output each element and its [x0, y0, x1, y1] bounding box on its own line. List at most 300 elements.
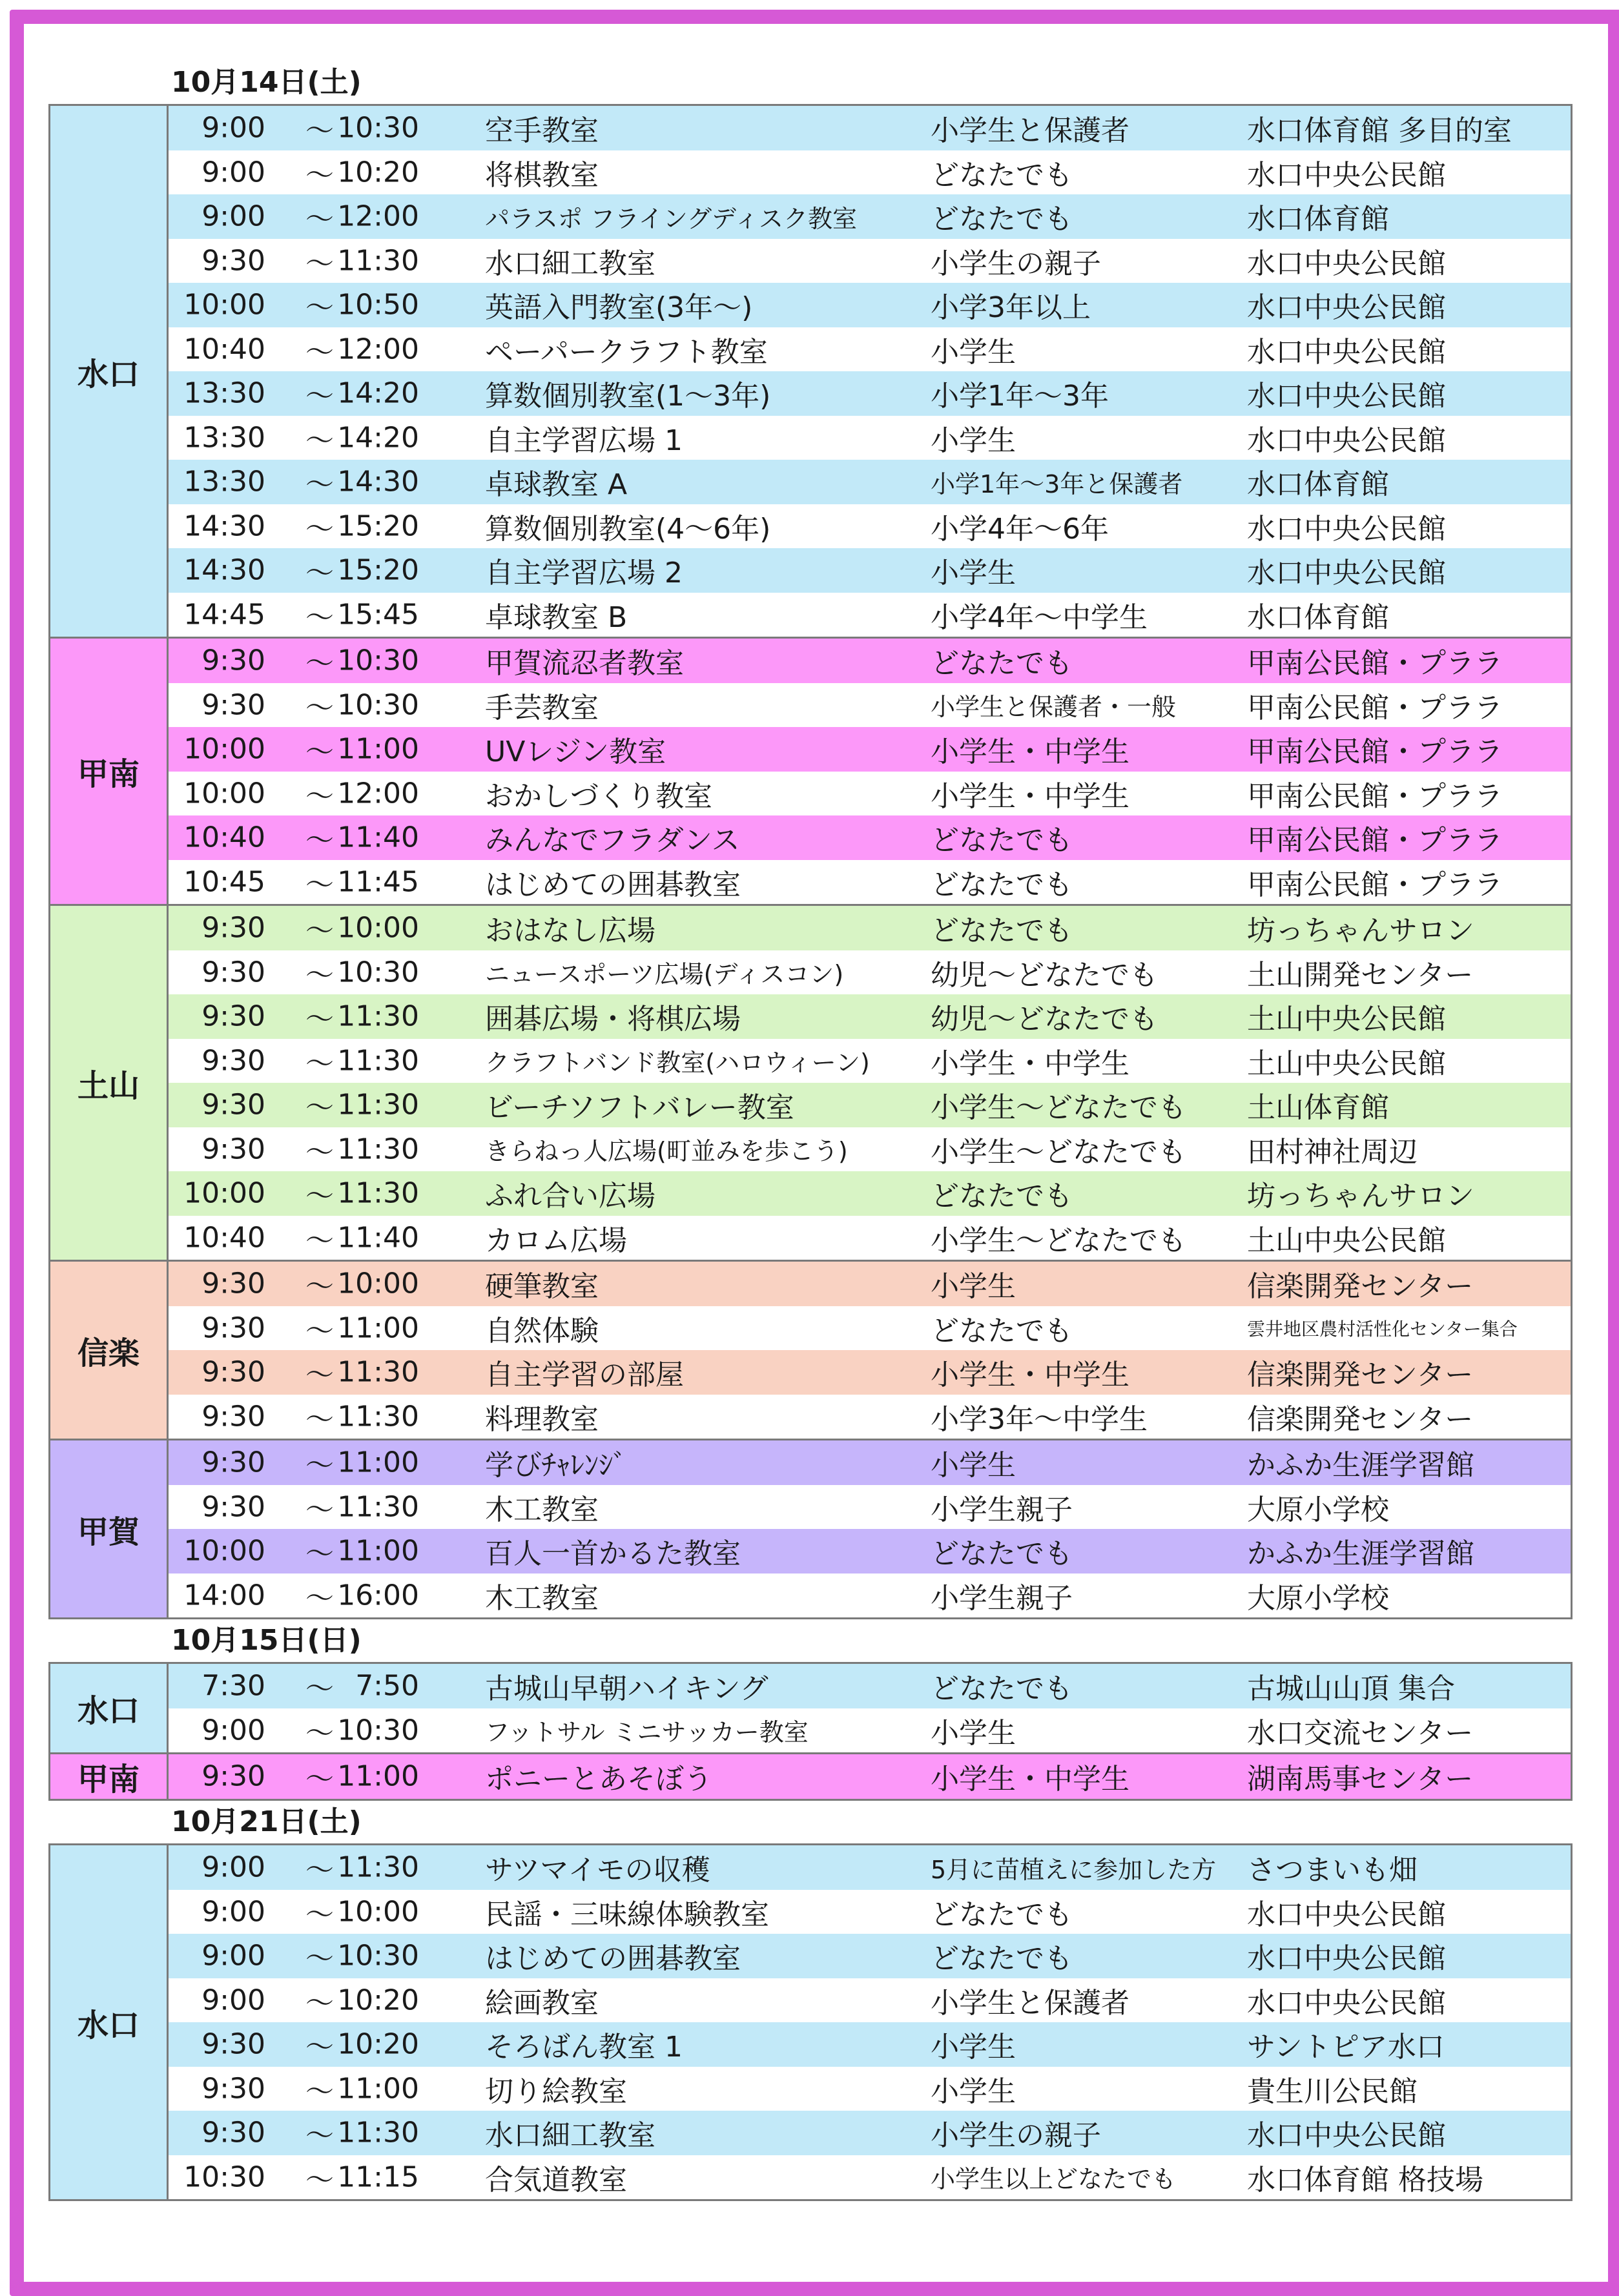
- event-name: 算数個別教室(4～6年): [485, 512, 771, 546]
- schedule-table: [48, 1843, 1573, 2201]
- target-audience: 小学生: [931, 424, 1016, 457]
- venue: 水口中央公民館: [1247, 1986, 1446, 2020]
- table-row: [169, 1978, 1571, 2023]
- time-separator: ～: [305, 512, 334, 546]
- time-separator: ～: [305, 1672, 334, 1706]
- venue: 水口中央公民館: [1247, 158, 1446, 192]
- table-row: [169, 1171, 1571, 1216]
- target-audience: どなたでも: [931, 1672, 1073, 1706]
- time-separator: ～: [305, 914, 334, 948]
- time-cell: [169, 1395, 459, 1439]
- start-time: 9:30: [201, 644, 265, 677]
- time-cell: [169, 504, 459, 549]
- venue: かふか生涯学習館: [1247, 1449, 1474, 1482]
- target-audience: どなたでも: [931, 158, 1073, 192]
- time-cell: [169, 1890, 459, 1934]
- end-time: 15:20: [337, 553, 419, 587]
- target-audience: 小学生・中学生: [931, 1358, 1129, 1392]
- event-name: フットサル ミニサッカー教室: [485, 1718, 809, 1747]
- start-time: 14:30: [183, 553, 265, 587]
- time-cell: [169, 416, 459, 460]
- target-audience: 小学生と保護者: [931, 1986, 1129, 2020]
- time-separator: ～: [305, 1537, 334, 1571]
- target-audience: 小学生: [931, 1716, 1016, 1750]
- event-name: 切り絵教室: [485, 2075, 627, 2108]
- start-time: 10:40: [183, 333, 265, 366]
- time-cell: [169, 460, 459, 504]
- target-audience: 小学生: [931, 335, 1016, 369]
- end-time: 11:00: [337, 1759, 419, 1793]
- time-cell: [169, 548, 459, 593]
- time-separator: ～: [305, 958, 334, 992]
- table-row: [169, 1529, 1571, 1573]
- time-separator: ～: [305, 1224, 334, 1257]
- event-name: はじめての囲碁教室: [485, 1942, 741, 1976]
- time-cell: [169, 815, 459, 860]
- end-time: 11:30: [337, 1176, 419, 1210]
- venue: 大原小学校: [1247, 1581, 1389, 1615]
- event-name: サツマイモの収穫: [485, 1854, 710, 1887]
- table-row: [169, 106, 1571, 150]
- venue: 土山中央公民館: [1247, 1047, 1446, 1080]
- venue: 水口体育館: [1247, 203, 1389, 236]
- target-audience: 幼児～どなたでも: [931, 958, 1158, 992]
- end-time: 11:30: [337, 2116, 419, 2149]
- venue: 水口中央公民館: [1247, 1898, 1446, 1931]
- target-audience: 小学生: [931, 1449, 1016, 1482]
- start-time: 9:30: [201, 1133, 265, 1166]
- time-cell: [169, 906, 459, 950]
- time-cell: [169, 683, 459, 728]
- time-separator: ～: [305, 1047, 334, 1080]
- target-audience: どなたでも: [931, 868, 1073, 901]
- area-group: [50, 1262, 1571, 1440]
- event-name: 水口細工教室: [485, 247, 655, 280]
- time-cell: [169, 371, 459, 416]
- event-name: 囲碁広場・将棋広場: [485, 1003, 741, 1036]
- venue: 水口中央公民館: [1247, 512, 1446, 546]
- event-name: 料理教室: [485, 1402, 599, 1436]
- table-row: [169, 1083, 1571, 1127]
- end-time: 10:30: [337, 956, 419, 989]
- start-time: 9:00: [201, 1714, 265, 1747]
- target-audience: どなたでも: [931, 1314, 1073, 1348]
- venue: 甲南公民館・プララ: [1247, 779, 1503, 813]
- event-name: 百人一首かるた教室: [485, 1537, 741, 1571]
- time-separator: ～: [305, 735, 334, 769]
- target-audience: 5月に苗植えに参加した方: [931, 1855, 1217, 1884]
- time-separator: ～: [305, 2119, 334, 2153]
- area-label: 甲南: [50, 639, 169, 904]
- event-name: 自主学習広場 2: [485, 557, 683, 590]
- end-time: 10:00: [337, 1267, 419, 1300]
- venue: 水口中央公民館: [1247, 335, 1446, 369]
- event-name: 卓球教室 B: [485, 600, 628, 634]
- time-cell: [169, 1127, 459, 1172]
- venue: 水口中央公民館: [1247, 424, 1446, 457]
- event-name: 甲賀流忍者教室: [485, 647, 684, 681]
- time-cell: [169, 639, 459, 683]
- time-separator: ～: [305, 114, 334, 148]
- venue: 信楽開発センター: [1247, 1402, 1474, 1436]
- date-heading: 10月21日(土): [171, 1805, 362, 1838]
- area-group: [50, 906, 1571, 1262]
- start-time: 9:30: [201, 2027, 265, 2061]
- target-audience: 小学生の親子: [931, 247, 1101, 280]
- end-time: 10:30: [337, 688, 419, 722]
- target-audience: 小学生・中学生: [931, 779, 1129, 813]
- end-time: 14:30: [337, 465, 419, 498]
- schedule-table: [48, 104, 1573, 1619]
- target-audience: どなたでも: [931, 824, 1073, 857]
- event-name: 学びﾁｬﾚﾝｼﾞ: [485, 1449, 627, 1482]
- target-audience: 小学生と保護者: [931, 114, 1129, 148]
- area-group: [50, 1664, 1571, 1754]
- time-cell: [169, 194, 459, 239]
- venue: 甲南公民館・プララ: [1247, 735, 1503, 769]
- venue: 土山開発センター: [1247, 958, 1474, 992]
- time-separator: ～: [305, 600, 334, 634]
- venue: 坊っちゃんサロン: [1247, 1180, 1474, 1213]
- venue: 水口中央公民館: [1247, 1942, 1446, 1976]
- end-time: 11:30: [337, 1400, 419, 1433]
- event-name: 絵画教室: [485, 1986, 599, 2020]
- end-time: 12:00: [337, 200, 419, 233]
- table-row: [169, 1216, 1571, 1260]
- end-time: 10:30: [337, 1714, 419, 1747]
- event-name: カロム広場: [485, 1224, 627, 1257]
- time-cell: [169, 1216, 459, 1260]
- end-time: 11:30: [337, 1088, 419, 1122]
- venue: 土山体育館: [1247, 1091, 1389, 1125]
- start-time: 9:30: [201, 1355, 265, 1389]
- time-cell: [169, 1306, 459, 1351]
- table-row: [169, 1440, 1571, 1485]
- start-time: 13:30: [183, 376, 265, 410]
- target-audience: 小学生の親子: [931, 2119, 1101, 2153]
- target-audience: 小学3年以上: [931, 291, 1091, 325]
- target-audience: 小学生親子: [931, 1581, 1073, 1615]
- start-time: 9:30: [201, 1267, 265, 1300]
- start-time: 9:00: [201, 1983, 265, 2017]
- event-name: 自然体験: [485, 1314, 599, 1348]
- time-cell: [169, 1754, 459, 1799]
- table-row: [169, 327, 1571, 372]
- area-label: 水口: [50, 106, 169, 637]
- area-label: 甲南: [50, 1754, 169, 1799]
- time-separator: ～: [305, 158, 334, 192]
- start-time: 9:00: [201, 1939, 265, 1973]
- start-time: 9:00: [201, 111, 265, 145]
- table-row: [169, 2111, 1571, 2155]
- table-row: [169, 1485, 1571, 1530]
- target-audience: 小学生以上どなたでも: [931, 2165, 1177, 2194]
- end-time: 10:30: [337, 1939, 419, 1973]
- time-cell: [169, 1039, 459, 1083]
- end-time: 11:30: [337, 1133, 419, 1166]
- event-name: 民謡・三味線体験教室: [485, 1898, 769, 1931]
- start-time: 13:30: [183, 465, 265, 498]
- event-name: ペーパークラフト教室: [485, 335, 768, 369]
- time-separator: ～: [305, 647, 334, 681]
- start-time: 9:30: [201, 1088, 265, 1122]
- target-audience: 小学生: [931, 1270, 1016, 1304]
- end-time: 10:20: [337, 156, 419, 189]
- start-time: 9:30: [201, 2116, 265, 2149]
- table-row: [169, 283, 1571, 327]
- time-separator: ～: [305, 1493, 334, 1526]
- venue: 雲井地区農村活性化センター集合: [1247, 1318, 1518, 1340]
- time-separator: ～: [305, 1135, 334, 1169]
- event-name: ポニーとあそぼう: [485, 1763, 712, 1796]
- end-time: 14:20: [337, 376, 419, 410]
- venue: 水口中央公民館: [1247, 557, 1446, 590]
- time-separator: ～: [305, 1986, 334, 2020]
- table-row: [169, 416, 1571, 460]
- start-time: 14:00: [183, 1579, 265, 1612]
- start-time: 14:30: [183, 509, 265, 543]
- time-separator: ～: [305, 468, 334, 502]
- time-cell: [169, 950, 459, 995]
- time-cell: [169, 2022, 459, 2067]
- area-group: [50, 639, 1571, 906]
- table-row: [169, 950, 1571, 995]
- event-name: きらねっ人広場(町並みを歩こう): [485, 1137, 848, 1166]
- table-row: [169, 548, 1571, 593]
- event-name: UVレジン教室: [485, 735, 666, 769]
- table-row: [169, 1708, 1571, 1753]
- start-time: 10:40: [183, 821, 265, 854]
- start-time: 9:30: [201, 2072, 265, 2106]
- event-name: 算数個別教室(1～3年): [485, 380, 771, 413]
- area-group: [50, 1845, 1571, 2199]
- venue: 信楽開発センター: [1247, 1270, 1474, 1304]
- time-separator: ～: [305, 557, 334, 590]
- time-separator: ～: [305, 824, 334, 857]
- time-separator: ～: [305, 779, 334, 813]
- start-time: 9:30: [201, 999, 265, 1033]
- venue: 水口中央公民館: [1247, 247, 1446, 280]
- time-cell: [169, 239, 459, 283]
- target-audience: 小学生～どなたでも: [931, 1224, 1186, 1257]
- table-row: [169, 727, 1571, 772]
- target-audience: 小学生・中学生: [931, 1047, 1129, 1080]
- venue: 坊っちゃんサロン: [1247, 914, 1474, 948]
- event-name: みんなでフラダンス: [485, 824, 740, 857]
- time-separator: ～: [305, 380, 334, 413]
- table-row: [169, 860, 1571, 905]
- target-audience: 幼児～どなたでも: [931, 1003, 1158, 1036]
- venue: 田村神社周辺: [1247, 1135, 1418, 1169]
- event-name: 木工教室: [485, 1493, 599, 1526]
- venue: 水口体育館: [1247, 468, 1389, 502]
- target-audience: 小学生: [931, 2031, 1016, 2064]
- area-label: 水口: [50, 1664, 169, 1752]
- end-time: 14:20: [337, 421, 419, 455]
- area-label: 甲賀: [50, 1440, 169, 1617]
- time-cell: [169, 994, 459, 1039]
- time-cell: [169, 727, 459, 772]
- time-cell: [169, 106, 459, 150]
- venue: 甲南公民館・プララ: [1247, 691, 1503, 724]
- start-time: 13:30: [183, 421, 265, 455]
- table-row: [169, 1573, 1571, 1618]
- area-label: 土山: [50, 906, 169, 1260]
- time-separator: ～: [305, 291, 334, 325]
- venue: 甲南公民館・プララ: [1247, 647, 1503, 681]
- time-cell: [169, 1440, 459, 1485]
- event-name: 手芸教室: [485, 691, 599, 724]
- start-time: 7:30: [201, 1669, 265, 1703]
- time-separator: ～: [305, 2075, 334, 2108]
- venue: 甲南公民館・プララ: [1247, 868, 1503, 901]
- time-separator: ～: [305, 2163, 334, 2197]
- time-cell: [169, 1485, 459, 1530]
- end-time: 11:00: [337, 2072, 419, 2106]
- venue: 水口中央公民館: [1247, 380, 1446, 413]
- target-audience: 小学生～どなたでも: [931, 1091, 1186, 1125]
- time-cell: [169, 2155, 459, 2200]
- start-time: 10:00: [183, 777, 265, 810]
- end-time: 11:00: [337, 732, 419, 766]
- end-time: 10:20: [337, 2027, 419, 2061]
- venue: 水口中央公民館: [1247, 291, 1446, 325]
- target-audience: 小学生～どなたでも: [931, 1135, 1186, 1169]
- table-row: [169, 504, 1571, 549]
- time-cell: [169, 2067, 459, 2111]
- end-time: 12:00: [337, 333, 419, 366]
- time-separator: ～: [305, 868, 334, 901]
- time-separator: ～: [305, 1449, 334, 1482]
- table-row: [169, 639, 1571, 683]
- venue: 信楽開発センター: [1247, 1358, 1474, 1392]
- venue: 水口体育館 格技場: [1247, 2163, 1483, 2197]
- end-time: 11:45: [337, 865, 419, 899]
- end-time: 10:30: [337, 111, 419, 145]
- start-time: 10:40: [183, 1221, 265, 1255]
- schedule-content: [48, 61, 1573, 2201]
- area-group: [50, 1754, 1571, 1799]
- start-time: 14:45: [183, 598, 265, 631]
- date-heading: 10月14日(土): [171, 66, 362, 99]
- time-cell: [169, 2111, 459, 2155]
- venue: 水口中央公民館: [1247, 2119, 1446, 2153]
- time-separator: ～: [305, 1581, 334, 1615]
- target-audience: どなたでも: [931, 1537, 1073, 1571]
- time-cell: [169, 593, 459, 637]
- end-time: 12:00: [337, 777, 419, 810]
- time-cell: [169, 1573, 459, 1618]
- table-row: [169, 1350, 1571, 1395]
- time-separator: ～: [305, 691, 334, 724]
- start-time: 10:45: [183, 865, 265, 899]
- venue: 水口交流センター: [1247, 1716, 1474, 1750]
- end-time: 11:30: [337, 1044, 419, 1078]
- end-time: 7:50: [355, 1669, 419, 1703]
- table-row: [169, 1754, 1571, 1799]
- start-time: 9:30: [201, 1490, 265, 1524]
- time-separator: ～: [305, 203, 334, 236]
- start-time: 9:30: [201, 1400, 265, 1433]
- end-time: 11:00: [337, 1534, 419, 1568]
- event-name: パラスポ フライングディスク教室: [485, 204, 858, 233]
- venue: 古城山山頂 集合: [1247, 1672, 1455, 1706]
- start-time: 9:30: [201, 956, 265, 989]
- target-audience: 小学生: [931, 557, 1016, 590]
- target-audience: 小学生・中学生: [931, 1763, 1129, 1796]
- start-time: 9:00: [201, 156, 265, 189]
- time-cell: [169, 1845, 459, 1890]
- time-cell: [169, 150, 459, 195]
- venue: 貴生川公民館: [1247, 2075, 1418, 2108]
- table-row: [169, 460, 1571, 504]
- start-time: 9:30: [201, 911, 265, 945]
- target-audience: 小学4年～中学生: [931, 600, 1148, 634]
- area-group: [50, 106, 1571, 639]
- table-row: [169, 2022, 1571, 2067]
- time-cell: [169, 1350, 459, 1395]
- end-time: 11:15: [337, 2160, 419, 2194]
- end-time: 10:00: [337, 911, 419, 945]
- event-name: 木工教室: [485, 1581, 599, 1615]
- venue: 水口体育館: [1247, 600, 1389, 634]
- start-time: 9:30: [201, 244, 265, 278]
- time-separator: ～: [305, 1763, 334, 1796]
- target-audience: 小学生親子: [931, 1493, 1073, 1526]
- venue: 甲南公民館・プララ: [1247, 824, 1503, 857]
- table-row: [169, 1395, 1571, 1439]
- time-cell: [169, 1664, 459, 1708]
- end-time: 11:40: [337, 1221, 419, 1255]
- table-row: [169, 1664, 1571, 1708]
- end-time: 10:20: [337, 1983, 419, 2017]
- venue: さつまいも畑: [1247, 1854, 1418, 1887]
- time-cell: [169, 1262, 459, 1306]
- date-heading: 10月15日(日): [171, 1624, 362, 1657]
- venue: 湖南馬事センター: [1247, 1763, 1474, 1796]
- time-cell: [169, 1978, 459, 2023]
- event-name: そろばん教室 1: [485, 2031, 683, 2064]
- start-time: 9:30: [201, 688, 265, 722]
- event-name: 自主学習広場 1: [485, 424, 683, 457]
- venue: 水口体育館 多目的室: [1247, 114, 1512, 148]
- target-audience: どなたでも: [931, 1942, 1073, 1976]
- venue: 土山中央公民館: [1247, 1003, 1446, 1036]
- time-separator: ～: [305, 1402, 334, 1436]
- time-separator: ～: [305, 247, 334, 280]
- time-separator: ～: [305, 335, 334, 369]
- event-name: ニュースポーツ広場(ディスコン): [485, 960, 844, 989]
- start-time: 10:00: [183, 1534, 265, 1568]
- target-audience: 小学4年～6年: [931, 512, 1109, 546]
- time-separator: ～: [305, 1358, 334, 1392]
- target-audience: 小学3年～中学生: [931, 1402, 1148, 1436]
- end-time: 11:30: [337, 1355, 419, 1389]
- table-row: [169, 906, 1571, 950]
- time-separator: ～: [305, 1942, 334, 1976]
- end-time: 11:00: [337, 1446, 419, 1479]
- target-audience: どなたでも: [931, 914, 1073, 948]
- table-row: [169, 194, 1571, 239]
- target-audience: 小学生: [931, 2075, 1016, 2108]
- table-row: [169, 1262, 1571, 1306]
- start-time: 9:30: [201, 1446, 265, 1479]
- event-name: 水口細工教室: [485, 2119, 655, 2153]
- event-name: はじめての囲碁教室: [485, 868, 741, 901]
- target-audience: 小学生・中学生: [931, 735, 1129, 769]
- time-separator: ～: [305, 1270, 334, 1304]
- table-row: [169, 1845, 1571, 1890]
